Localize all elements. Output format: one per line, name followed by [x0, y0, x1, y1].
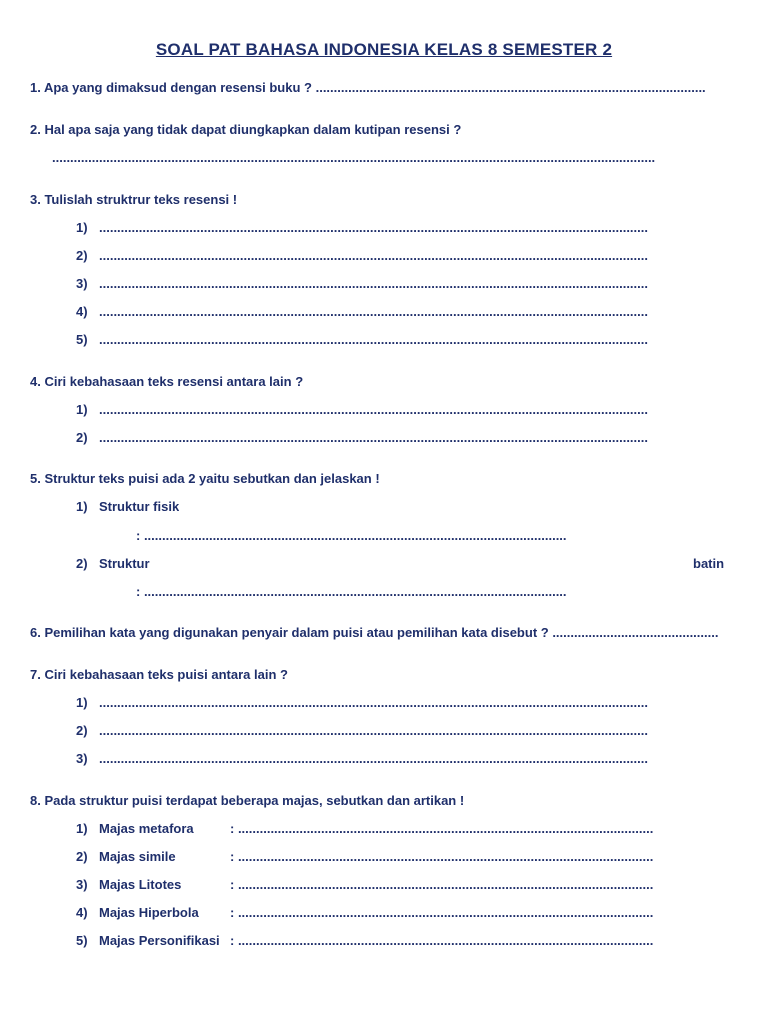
answer-line[interactable]: ........................................................................................................................................................ [99, 332, 648, 347]
question-2-text: 2. Hal apa saja yang tidak dapat diungkapkan dalam kutipan resensi ? [30, 122, 462, 137]
question-3-text: 3. Tulislah struktrur teks resensi ! [30, 192, 238, 207]
answer-line[interactable]: : ................................................................................................................... [230, 877, 654, 892]
answer-line[interactable]: : ................................................................................................................... [230, 849, 654, 864]
item-number: 1) [76, 220, 88, 235]
question-1-text: 1. Apa yang dimaksud dengan resensi buku ? [30, 80, 312, 95]
item-number: 2) [76, 556, 88, 571]
item-number: 2) [76, 723, 88, 738]
answer-line[interactable]: ........................................................................................................................................................ [99, 276, 648, 291]
majas-label: Majas simile [99, 849, 176, 864]
item-number: 2) [76, 430, 88, 445]
majas-label: Majas Personifikasi [99, 933, 220, 948]
struktur-batin-label-right: batin [693, 556, 725, 571]
item-number: 5) [76, 332, 88, 347]
question-6-answer-line[interactable]: .............................................. [548, 625, 719, 640]
answer-line[interactable]: ........................................................................................................................................................ [99, 248, 648, 263]
answer-line[interactable]: ........................................................................................................................................................ [99, 751, 648, 766]
answer-line[interactable]: ........................................................................................................................................................ [99, 430, 648, 445]
question-5-text: 5. Struktur teks puisi ada 2 yaitu sebutkan dan jelaskan ! [30, 471, 380, 486]
item-number: 1) [76, 402, 88, 417]
answer-line[interactable]: ........................................................................................................................................................ [99, 402, 648, 417]
question-1 [30, 80, 720, 95]
item-number: 1) [76, 821, 88, 836]
question-4-text: 4. Ciri kebahasaan teks resensi antara lain ? [30, 374, 304, 389]
item-number: 1) [76, 695, 88, 710]
item-number: 3) [76, 276, 88, 291]
answer-line[interactable]: : ................................................................................................................... [230, 933, 654, 948]
question-7-text: 7. Ciri kebahasaan teks puisi antara lain ? [30, 667, 288, 682]
question-6-text: 6. Pemilihan kata yang digunakan penyair dalam puisi atau pemilihan kata disebut ? [30, 625, 549, 640]
item-number: 2) [76, 248, 88, 263]
item-number: 3) [76, 877, 88, 892]
question-2-answer-line[interactable]: ....................................................................................................................................................................... [52, 150, 656, 165]
struktur-fisik-answer-line[interactable]: : ..................................................................................................................... [136, 528, 567, 543]
question-1-answer-line[interactable]: ............................................................................................................ [311, 80, 706, 95]
item-number: 2) [76, 849, 88, 864]
item-number: 3) [76, 751, 88, 766]
page-title: SOAL PAT BAHASA INDONESIA KELAS 8 SEMESTER 2 [155, 40, 613, 59]
item-number: 1) [76, 499, 88, 514]
answer-line[interactable]: ........................................................................................................................................................ [99, 723, 648, 738]
question-8-text: 8. Pada struktur puisi terdapat beberapa majas, sebutkan dan artikan ! [30, 793, 465, 808]
struktur-batin-label: Struktur [99, 556, 150, 571]
answer-line[interactable]: ........................................................................................................................................................ [99, 695, 648, 710]
question-6 [30, 625, 720, 640]
item-number: 5) [76, 933, 88, 948]
answer-line[interactable]: : ................................................................................................................... [230, 821, 654, 836]
struktur-fisik-label: Struktur fisik [99, 499, 180, 514]
struktur-batin-answer-line[interactable]: : ..................................................................................................................... [136, 584, 567, 599]
answer-line[interactable]: : ................................................................................................................... [230, 905, 654, 920]
answer-line[interactable]: ........................................................................................................................................................ [99, 304, 648, 319]
majas-label: Majas metafora [99, 821, 194, 836]
item-number: 4) [76, 905, 88, 920]
item-number: 4) [76, 304, 88, 319]
answer-line[interactable]: ........................................................................................................................................................ [99, 220, 648, 235]
majas-label: Majas Hiperbola [99, 905, 199, 920]
majas-label: Majas Litotes [99, 877, 182, 892]
